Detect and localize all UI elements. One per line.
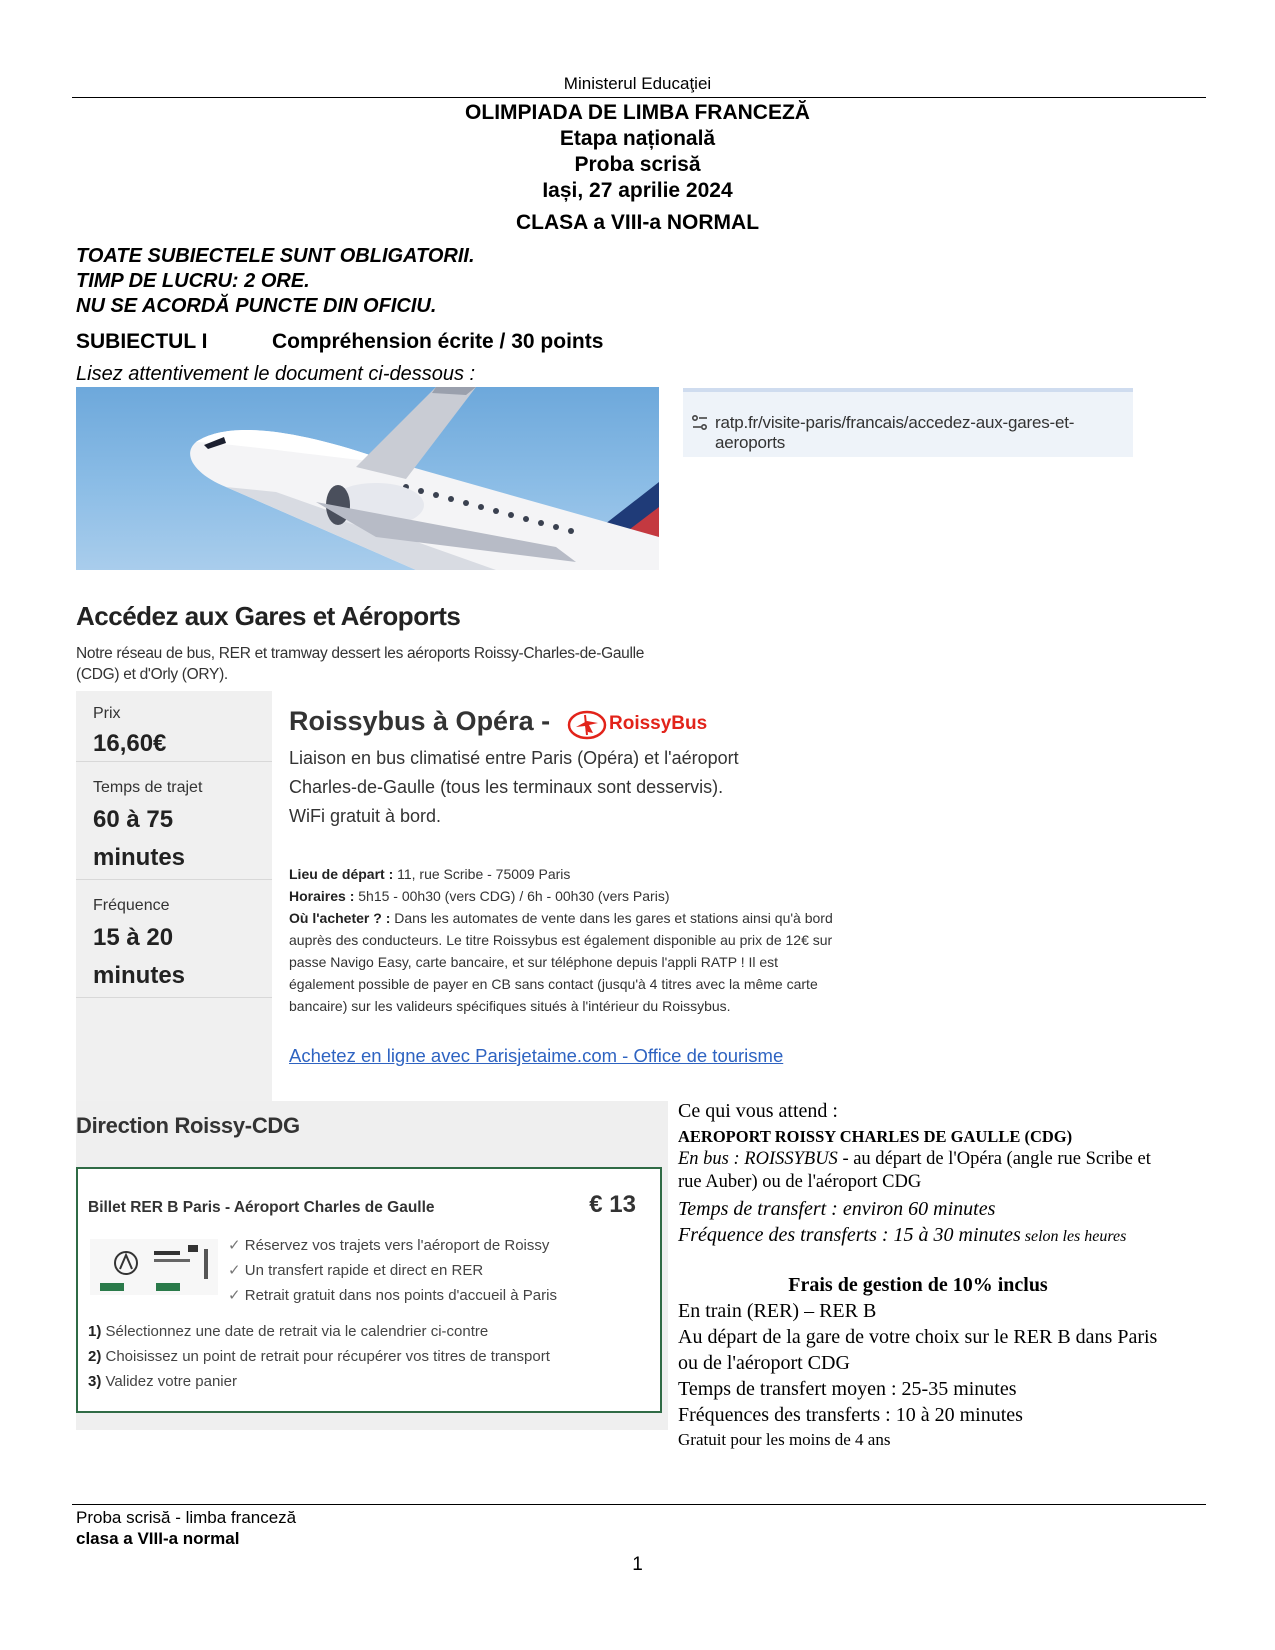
airplane-icon: [76, 387, 659, 570]
step-number: 1): [88, 1323, 102, 1340]
purchase-value: Dans les automates de vente dans les gares et stations ainsi qu'à bord auprès des conducteurs. Le titre Roissybus est également disponible au prix de 12€ sur passe Navigo Easy, carte bancaire, et sur téléphone depuis l'appli RATP ! Il est également possible de payer en CB sans contact (jusqu'à 4 titres avec la même carte bancaire) sur les valideurs spécifiques situés à l'intérieur du Roissybus.: [289, 910, 833, 1014]
right-bus-time: Temps de transfert : environ 60 minutes: [678, 1198, 996, 1220]
step-text: Validez votre panier: [101, 1373, 237, 1390]
right-train-free: Gratuit pour les moins de 4 ans: [678, 1430, 891, 1449]
list-item: [228, 1258, 557, 1283]
list-item: [228, 1233, 557, 1258]
rer-ticket-card[interactable]: [76, 1167, 662, 1413]
right-train-frequency: Fréquences des transferts : 10 à 20 minutes: [678, 1404, 1023, 1426]
footer-class: clasa a VIII-a normal: [76, 1529, 240, 1548]
ratp-description: Notre réseau de bus, RER et tramway dessert les aéroports Roissy-Charles-de-Gaulle (CDG) et d'Orly (ORY).: [76, 645, 645, 683]
ratp-title: Accédez aux Gares et Aéroports: [76, 601, 461, 631]
frequency-cell: [76, 879, 272, 998]
url-text[interactable]: ratp.fr/visite-paris/francais/accedez-aux-gares-et-aeroports: [715, 413, 1075, 452]
olympiad-title: OLIMPIADA DE LIMBA FRANCEZĂ: [465, 101, 810, 124]
site-settings-icon[interactable]: [691, 412, 709, 434]
frequency-label: Fréquence: [93, 897, 170, 914]
right-intro: Ce qui vous attend :: [678, 1100, 838, 1122]
info-column: [76, 691, 272, 1101]
departure-value: 11, rue Scribe - 75009 Paris: [393, 866, 571, 882]
airplane-logo-icon: [567, 709, 607, 741]
roissybus-desc-line: Charles-de-Gaulle (tous les terminaux sont desservis).: [289, 777, 724, 797]
instruction-mandatory: TOATE SUBIECTELE SUNT OBLIGATORII.: [76, 245, 475, 267]
price-value: 16,60€: [93, 730, 167, 757]
frequency-value: 15 à 20: [93, 924, 174, 951]
exam-date: Iași, 27 aprilie 2024: [542, 179, 733, 202]
step-text: Sélectionnez une date de retrait via le calendrier ci-contre: [101, 1323, 489, 1340]
roissybus-details: [289, 863, 834, 1017]
right-bus-frequency: [678, 1223, 1158, 1249]
rer-ticket-icon: [90, 1239, 218, 1295]
list-item: [228, 1283, 557, 1308]
step-number: 3): [88, 1373, 102, 1390]
footer-exam: Proba scrisă - limba franceză: [76, 1508, 297, 1527]
price-cell: [76, 691, 272, 762]
subject-lead: Lisez attentivement le document ci-dessous :: [76, 363, 476, 385]
header-rule: [72, 97, 1206, 98]
travel-time-cell: [76, 761, 272, 880]
step-number: 2): [88, 1348, 102, 1365]
step-text: Choisissez un point de retrait pour récupérer vos titres de transport: [101, 1348, 550, 1365]
roissybus-brand: RoissyBus: [609, 713, 708, 734]
frequency-unit: minutes: [93, 962, 186, 989]
roissybus-desc-line: Liaison en bus climatisé entre Paris (Opéra) et l'aéroport: [289, 748, 739, 768]
rer-card-title: Billet RER B Paris - Aéroport Charles de Gaulle: [88, 1199, 435, 1216]
page-number: 1: [632, 1554, 643, 1575]
airplane-photo: [76, 387, 659, 570]
check-icon: ✓: [228, 1287, 245, 1304]
right-airport: AEROPORT ROISSY CHARLES DE GAULLE (CDG): [678, 1127, 1073, 1146]
departure-label: Lieu de départ :: [289, 866, 394, 882]
footer-rule: [72, 1504, 1206, 1505]
roissybus-description: [289, 744, 834, 831]
benefit-text: Réservez vos trajets vers l'aéroport de Roissy: [244, 1237, 550, 1254]
right-bus-text: - au départ de l'Opéra (angle rue Scribe et rue Auber) ou de l'aéroport CDG: [678, 1149, 1151, 1192]
right-bus-frequency-note: selon les heures: [1020, 1228, 1127, 1245]
right-train: En train (RER) – RER B: [678, 1300, 877, 1322]
rer-heading: Direction Roissy-CDG: [76, 1113, 300, 1138]
class-title: CLASA a VIII-a NORMAL: [515, 211, 760, 234]
instruction-time: TIMP DE LUCRU: 2 ORE.: [76, 270, 310, 292]
departure-line: [289, 863, 834, 885]
price-label: Prix: [93, 705, 121, 722]
roissybus-title: Roissybus à Opéra -: [289, 706, 551, 736]
list-item: [88, 1344, 550, 1369]
schedule-line: [289, 885, 834, 907]
schedule-value: 5h15 - 00h30 (vers CDG) / 6h - 00h30 (vers Paris): [354, 888, 670, 904]
travel-time-label: Temps de trajet: [93, 779, 203, 796]
rer-benefits-list: [228, 1233, 557, 1308]
purchase-line: [289, 907, 834, 1017]
schedule-label: Horaires :: [289, 888, 355, 904]
buy-online-link[interactable]: Achetez en ligne avec Parisjetaime.com - Office de tourisme: [289, 1045, 784, 1066]
roissybus-desc-line: WiFi gratuit à bord.: [289, 806, 442, 826]
check-icon: ✓: [228, 1237, 245, 1254]
stage-title: Etapa națională: [559, 127, 716, 150]
purchase-label: Où l'acheter ? :: [289, 910, 391, 926]
rer-card-price: € 13: [589, 1191, 636, 1218]
right-bus-frequency-text: Fréquence des transferts : 15 à 30 minutes: [678, 1224, 1021, 1246]
rer-steps-list: [88, 1319, 550, 1394]
url-bar[interactable]: [683, 388, 1133, 457]
ministry-header: Ministerul Educaţiei: [563, 74, 712, 93]
instruction-points: NU SE ACORDĂ PUNCTE DIN OFICIU.: [76, 295, 437, 317]
subject-heading: [76, 330, 603, 354]
benefit-text: Retrait gratuit dans nos points d'accueil à Paris: [244, 1287, 557, 1304]
exam-type: Proba scrisă: [574, 153, 701, 176]
travel-time-value: 60 à 75: [93, 806, 174, 833]
right-train-departure: Au départ de la gare de votre choix sur le RER B dans Paris ou de l'aéroport CDG: [678, 1326, 1158, 1374]
right-bus: [678, 1148, 1158, 1194]
benefit-text: Un transfert rapide et direct en RER: [244, 1262, 484, 1279]
subject-label: SUBIECTUL I: [76, 330, 208, 353]
subject-title: Compréhension écrite / 30 points: [272, 330, 604, 353]
roissybus-logo: [567, 708, 735, 742]
list-item: [88, 1369, 550, 1394]
check-icon: ✓: [228, 1262, 245, 1279]
travel-time-unit: minutes: [93, 844, 186, 871]
list-item: [88, 1319, 550, 1344]
right-fees: Frais de gestion de 10% inclus: [788, 1274, 1048, 1296]
right-train-time: Temps de transfert moyen : 25-35 minutes: [678, 1378, 1017, 1400]
right-bus-label: En bus : ROISSYBUS: [678, 1149, 838, 1169]
